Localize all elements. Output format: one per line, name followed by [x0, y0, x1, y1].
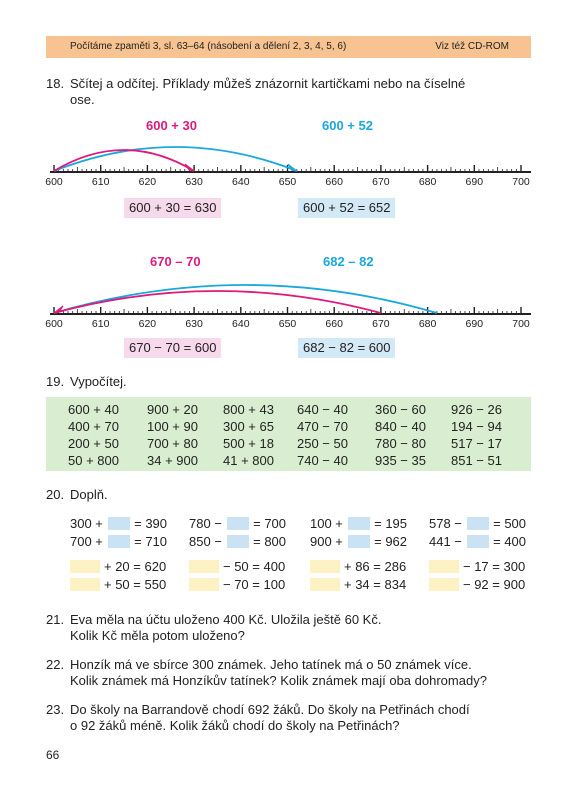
exercise-cell: 250 − 50 [297, 436, 348, 451]
exercise-cell: 517 − 17 [451, 436, 502, 451]
fill-in-exercise [70, 534, 167, 549]
exercise-right: + 34 = 834 [344, 577, 407, 592]
fill-in-exercise [70, 559, 166, 574]
exercise-cell: 700 + 80 [147, 436, 198, 451]
equation-blue-b: 682 − 82 = 600 [298, 338, 395, 358]
exercise-cell: 360 − 60 [375, 402, 426, 417]
task-22 [46, 657, 536, 689]
tick-label: 680 [418, 318, 437, 330]
answer-blank[interactable] [108, 535, 130, 548]
fill-in-exercise [310, 534, 407, 549]
exercise-cell: 740 − 40 [297, 453, 348, 468]
task-text: Honzík má ve sbírce 300 známek. Jeho tatínek má o 50 známek více. [70, 657, 472, 672]
exercise-cell: 470 − 70 [297, 419, 348, 434]
exercise-right: + 86 = 286 [344, 559, 407, 574]
exercise-right: = 195 [370, 516, 408, 531]
exercise-left: 850 − [189, 534, 226, 549]
fill-in-exercise [310, 577, 406, 592]
exercise-cell: 840 − 40 [375, 419, 426, 434]
answer-blank[interactable] [227, 535, 249, 548]
fill-in-exercise [70, 577, 166, 592]
task-number: 18. [46, 76, 65, 91]
tick-label: 620 [138, 176, 157, 188]
exercise-right: = 500 [489, 516, 527, 531]
exercise-right: = 800 [249, 534, 287, 549]
exercise-right: = 710 [130, 534, 168, 549]
arc-label-blue-b: 682 – 82 [323, 254, 374, 269]
exercise-right: = 390 [130, 516, 168, 531]
tick-label: 620 [138, 318, 157, 330]
exercise-cell: 50 + 800 [68, 453, 119, 468]
tick-label: 690 [465, 176, 484, 188]
tick-label: 630 [185, 176, 203, 188]
exercise-cell: 935 − 35 [375, 453, 426, 468]
task-number: 19. [46, 374, 65, 389]
task-text-cont: Kolik známek má Honzíkův tatínek? Kolik známek mají oba dohromady? [70, 673, 487, 688]
task-text: Doplň. [70, 487, 108, 502]
exercise-right: − 70 = 100 [223, 577, 286, 592]
task-text: Sčítej a odčítej. Příklady můžeš znázornit kartičkami nebo na číselné [70, 76, 466, 91]
exercise-left: 900 + [310, 534, 347, 549]
task-number: 21. [46, 612, 65, 627]
tick-label: 670 [372, 176, 390, 188]
task-number: 20. [46, 487, 65, 502]
answer-blank[interactable] [429, 578, 459, 591]
tick-label: 600 [45, 318, 63, 330]
exercise-right: + 20 = 620 [104, 559, 167, 574]
task-23 [46, 702, 536, 734]
answer-blank[interactable] [108, 517, 130, 530]
tick-label: 700 [512, 176, 530, 188]
exercise-right: = 700 [249, 516, 287, 531]
exercise-cell: 100 + 90 [147, 419, 198, 434]
arc-label-pink-b: 670 – 70 [150, 254, 201, 269]
fill-in-exercise [189, 516, 286, 531]
tick-label: 650 [278, 318, 297, 330]
answer-blank[interactable] [429, 560, 459, 573]
tick-label: 610 [91, 318, 110, 330]
exercise-right: + 50 = 550 [104, 577, 167, 592]
answer-blank[interactable] [348, 517, 370, 530]
fill-in-exercise [189, 577, 285, 592]
equation-pink-a: 600 + 30 = 630 [124, 198, 221, 218]
tick-label: 660 [325, 318, 343, 330]
tick-label: 670 [372, 318, 390, 330]
exercise-cell: 926 − 26 [451, 402, 502, 417]
exercise-cell: 900 + 20 [147, 402, 198, 417]
exercise-left: 578 − [429, 516, 466, 531]
exercise-cell: 300 + 65 [223, 419, 274, 434]
exercise-cell: 34 + 900 [147, 453, 198, 468]
exercise-left: 100 + [310, 516, 347, 531]
tick-label: 690 [465, 318, 484, 330]
cd-rom-note: Viz též CD-ROM [435, 41, 509, 52]
tick-label: 640 [232, 318, 250, 330]
answer-blank[interactable] [467, 535, 489, 548]
equation-blue-a: 600 + 52 = 652 [298, 198, 395, 218]
arc-label-pink-a: 600 + 30 [146, 118, 197, 133]
exercise-right: − 17 = 300 [463, 559, 526, 574]
fill-in-exercise [429, 577, 525, 592]
fill-in-exercise [429, 559, 525, 574]
tick-label: 640 [232, 176, 250, 188]
exercise-cell: 200 + 50 [68, 436, 119, 451]
exercise-cell: 851 − 51 [451, 453, 502, 468]
task-number: 22. [46, 657, 65, 672]
exercise-cell: 400 + 70 [68, 419, 119, 434]
exercise-cell: 41 + 800 [223, 453, 274, 468]
exercise-right: = 962 [370, 534, 408, 549]
task-text: Do školy na Barrandově chodí 692 žáků. Do školy na Petřinách chodí [70, 702, 470, 717]
header-text: Počítáme zpaměti 3, sl. 63–64 (násobení a dělení 2, 3, 4, 5, 6) [70, 41, 347, 52]
task-21 [46, 612, 536, 644]
task-text-cont: Kolik Kč měla potom uloženo? [70, 628, 245, 643]
tick-label: 660 [325, 176, 343, 188]
exercise-right: − 50 = 400 [223, 559, 286, 574]
task-text: Vypočítej. [70, 374, 127, 389]
arc-label-blue-a: 600 + 52 [322, 118, 373, 133]
answer-blank[interactable] [189, 560, 219, 573]
exercise-cell: 640 − 40 [297, 402, 348, 417]
task-number: 23. [46, 702, 65, 717]
answer-blank[interactable] [467, 517, 489, 530]
tick-label: 630 [185, 318, 203, 330]
exercise-left: 700 + [70, 534, 107, 549]
exercise-cell: 600 + 40 [68, 402, 119, 417]
answer-blank[interactable] [310, 578, 340, 591]
exercise-left: 780 − [189, 516, 226, 531]
fill-in-exercise [310, 516, 407, 531]
task-text: Eva měla na účtu uloženo 400 Kč. Uložila ještě 60 Kč. [70, 612, 382, 627]
exercise-left: 441 − [429, 534, 466, 549]
page-number: 66 [46, 748, 60, 762]
task-text-cont: ose. [70, 92, 95, 107]
answer-blank[interactable] [70, 578, 100, 591]
fill-in-exercise [189, 559, 285, 574]
tick-label: 600 [45, 176, 63, 188]
exercise-cell: 800 + 43 [223, 402, 274, 417]
tick-label: 700 [512, 318, 530, 330]
equation-pink-b: 670 − 70 = 600 [124, 338, 221, 358]
answer-blank[interactable] [70, 560, 100, 573]
exercise-right: = 400 [489, 534, 527, 549]
exercise-cell: 194 − 94 [451, 419, 502, 434]
fill-in-exercise [189, 534, 286, 549]
exercise-cell: 780 − 80 [375, 436, 426, 451]
exercise-right: − 92 = 900 [463, 577, 526, 592]
exercise-cell: 500 + 18 [223, 436, 274, 451]
fill-in-exercise [70, 516, 167, 531]
task-text-cont: o 92 žáků méně. Kolik žáků chodí do školy na Petřinách? [70, 718, 400, 733]
tick-label: 610 [91, 176, 110, 188]
exercise-left: 300 + [70, 516, 107, 531]
tick-label: 680 [418, 176, 437, 188]
fill-in-exercise [310, 559, 406, 574]
fill-in-exercise [429, 534, 526, 549]
answer-blank[interactable] [348, 535, 370, 548]
fill-in-exercise [429, 516, 526, 531]
answer-blank[interactable] [189, 578, 219, 591]
answer-blank[interactable] [227, 517, 249, 530]
answer-blank[interactable] [310, 560, 340, 573]
tick-label: 650 [278, 176, 297, 188]
